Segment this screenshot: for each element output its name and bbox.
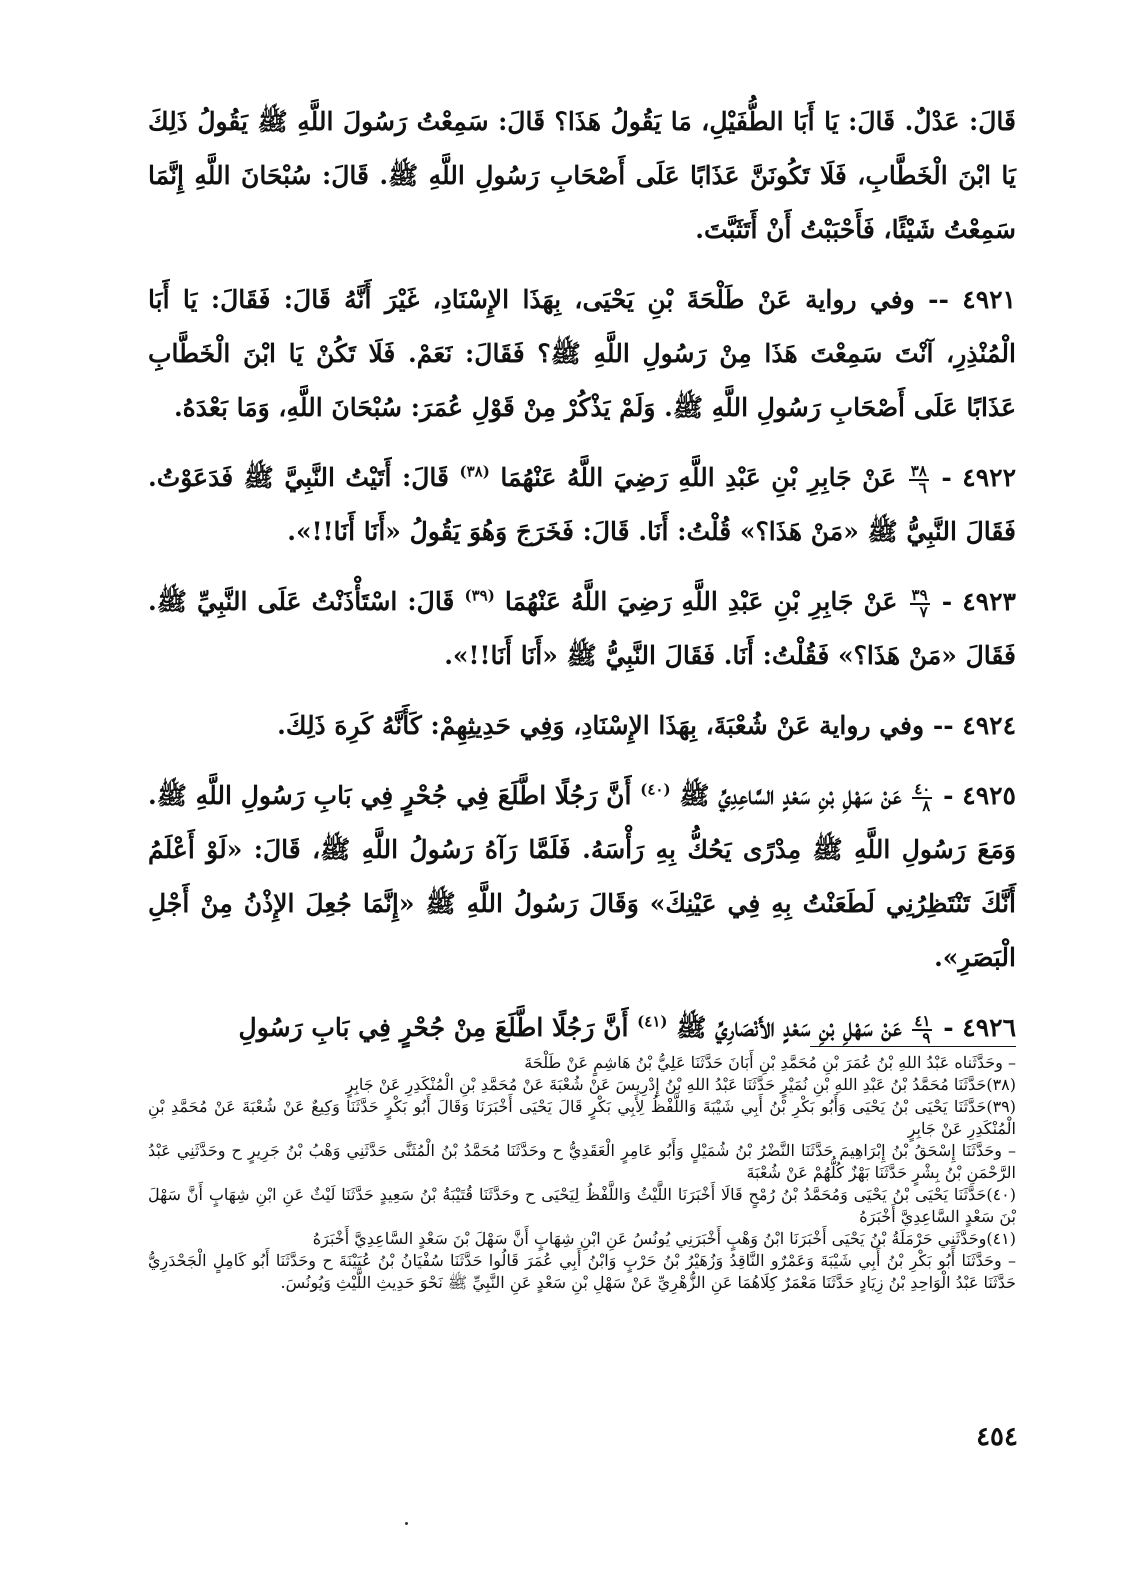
paragraph-text: عَنْ سَهْلِ بْنِ سَعْدٍ الأَنْصَارِيِّ ﷺ [676,1013,902,1042]
fraction-numerator: ٣٨ [910,461,927,480]
hadith-paragraph-4922 [148,451,1016,559]
hadith-paragraph-continuation [148,95,1016,257]
paragraph-text: قَالَ: عَدْلٌ. قَالَ: يَا أَبَا الطُّفَيْلِ، مَا يَقُولُ هَذَا؟ قَالَ: سَمِعْتُ رَسُولَ اللَّهِ ﷺ يَقُولُ ذَلِكَ يَا ابْنَ الْخَطَّابِ، فَلَا تَكُونَنَّ عَذَابًا عَلَى أَصْحَابِ رَسُولِ اللَّهِ ﷺ. قَالَ: سُبْحَانَ اللَّهِ إِنَّمَا سَمِعْتُ شَيْئًا، فَأَحْبَبْتُ أَنْ أَتَثَبَّتَ. [148,107,1016,244]
footnote-38: (٣٨)حَدَّثَنَا مُحَمَّدُ بْنُ عَبْدِ اللهِ بْنِ نُمَيْرٍ حَدَّثَنَا عَبْدُ اللهِ بْنُ إِدْرِيسَ عَنْ شُعْبَةَ عَنْ مُحَمَّدِ بْنِ الْمُنْكَدِرِ عَنْ جَابِرٍ [345,1075,1016,1094]
hadith-fraction [912,779,932,815]
hadith-fraction [910,585,930,621]
paragraph-text-continued: أَنَّ رَجُلًا اطَّلَعَ مِنْ جُحْرٍ فِي بَابِ رَسُولِ [238,1013,629,1042]
paragraph-text-continued: أَنَّ رَجُلًا اطَّلَعَ فِي جُحْرٍ فِي بَابِ رَسُولِ اللَّهِ ﷺ. وَمَعَ رَسُولِ اللَّهِ ﷺ مِدْرًى يَحُكُّ بِهِ رَأْسَهُ. فَلَمَّا رَآهُ رَسُولُ اللَّهِ ﷺ، قَالَ: «لَوْ أَعْلَمُ أَنَّكَ تَنْتَظِرُنِي لَطَعَنْتُ بِهِ فِي عَيْنِكَ» وَقَالَ رَسُولُ اللَّهِ ﷺ «إِنَّمَا جُعِلَ الإِذْنُ مِنْ أَجْلِ الْبَصَرِ». [148,781,1016,972]
paragraph-text-continued: قَالَ: اسْتَأْذَنْتُ عَلَى النَّبِيِّ ﷺ. فَقَالَ «مَنْ هَذَا؟» فَقُلْتُ: أَنَا. فَقَالَ النَّبِيُّ ﷺ «أَنَا أَنَا!!». [148,587,1016,670]
hadith-paragraph-4921 [148,273,1016,435]
hadith-paragraph-4925 [148,769,1016,985]
print-speck [405,1522,408,1525]
hadith-number: ٤٩٢١ -- [928,285,1016,314]
paragraph-text: وفي رواية عَنْ شُعْبَةَ، بِهَذَا الإِسْنَادِ، وَفِي حَدِيثِهِمْ: كَأَنَّهُ كَرِهَ ذَلِكَ. [277,711,925,740]
footnote-reference[interactable]: (٤٠) [640,780,671,799]
fraction-denominator: ٧ [919,602,928,621]
hadith-paragraph-4924 [148,699,1016,753]
hadith-paragraph-4923 [148,575,1016,683]
footnote-reference[interactable]: (٣٩) [464,586,495,605]
footnote-reference[interactable]: (٤١) [637,1012,668,1031]
hadith-number: ٤٩٢٥ - [943,781,1016,810]
footnote-reference[interactable]: (٣٨) [459,462,490,481]
footnote-line: – وحَدَّثَنَا أَبُو بَكْرِ بْنُ أَبِي شَيْبَةَ وَعَمْرٌو النَّاقِدُ وَزُهَيْرُ بْنُ حَرْبٍ وَابْنُ أَبِي عُمَرَ قَالُوا حَدَّثَنَا سُفْيَانُ بْنُ عُيَيْنَةَ ح وحَدَّثَنَا أَبُو كَامِلٍ الْجَحْدَرِيُّ حَدَّثَنَا عَبْدُ الْوَاحِدِ بْنُ زِيَادٍ حَدَّثَنَا مَعْمَرٌ كِلَاهُمَا عَنِ الزُّهْرِيِّ عَنْ سَهْلِ بْنِ سَعْدٍ عَنِ النَّبِيِّ ﷺ نَحْوَ حَدِيثِ اللَّيْثِ وَيُونُسَ. [148,1251,1016,1292]
paragraph-text: وفي رواية عَنْ طَلْحَةَ بْنِ يَحْيَى، بِهَذَا الإِسْنَادِ، غَيْرَ أَنَّهُ قَالَ: فَقَالَ: يَا أَبَا الْمُنْذِرِ، آنْتَ سَمِعْتَ هَذَا مِنْ رَسُولِ اللَّهِ ﷺ؟ فَقَالَ: نَعَمْ. فَلَا تَكُنْ يَا ابْنَ الْخَطَّابِ عَذَابًا عَلَى أَصْحَابِ رَسُولِ اللَّهِ ﷺ. وَلَمْ يَذْكُرْ مِنْ قَوْلِ عُمَرَ: سُبْحَانَ اللَّهِ، وَمَا بَعْدَهُ. [148,285,1016,422]
hadith-fraction [912,1011,932,1047]
hadith-body [148,95,1016,1071]
paragraph-text: عَنْ جَابِرِ بْنِ عَبْدِ اللَّهِ رَضِيَ اللَّهُ عَنْهُمَا [500,463,897,492]
paragraph-text-continued: قَالَ: أَتَيْتُ النَّبِيَّ ﷺ فَدَعَوْتُ. فَقَالَ النَّبِيُّ ﷺ «مَنْ هَذَا؟» قُلْتُ: أَنَا. قَالَ: فَخَرَجَ وَهُوَ يَقُولُ «أَنَا أَنَا!!». [148,463,1016,546]
fraction-denominator: ٦ [918,478,927,497]
hadith-number: ٤٩٢٢ - [941,463,1016,492]
paragraph-text: عَنْ سَهْلِ بْنِ سَعْدٍ السَّاعِدِيِّ ﷺ [679,781,902,810]
fraction-denominator: ٨ [922,796,931,815]
footnote-40: (٤٠)حَدَّثَنَا يَحْيَى بْنُ يَحْيَى وَمُحَمَّدُ بْنُ رُمْحٍ قَالَا أَخْبَرَنَا اللَّيْثُ وَاللَّفْظُ لِيَحْيَى ح وحَدَّثَنَا قُتَيْبَةُ بْنُ سَعِيدٍ حَدَّثَنَا لَيْثٌ عَنِ ابْنِ شِهَابٍ أَنَّ سَهْلَ بْنَ سَعْدٍ السَّاعِدِيَّ أَخْبَرَهُ [148,1185,1016,1226]
footnote-41: (٤١)وحَدَّثَنِي حَرْمَلَةُ بْنُ يَحْيَى أَخْبَرَنَا ابْنُ وَهْبٍ أَخْبَرَنِي يُونُسُ عَنِ ابْنِ شِهَابٍ أَنَّ سَهْلَ بْنَ سَعْدٍ السَّاعِدِيَّ أَخْبَرَهُ [312,1229,1016,1248]
fraction-denominator: ٩ [922,1028,931,1047]
footnote-line: – وحَدَّثَنَا إِسْحَقُ بْنُ إِبْرَاهِيمَ حَدَّثَنَا النَّضْرُ بْنُ شُمَيْلٍ وَأَبُو عَامِرٍ الْعَقَدِيُّ ح وحَدَّثَنَا مُحَمَّدُ بْنُ الْمُثَنَّى حَدَّثَنِي وَهْبُ بْنُ جَرِيرٍ ح وحَدَّثَنِي عَبْدُ الرَّحْمَنِ بْنُ بِشْرٍ حَدَّثَنَا بَهْزٌ كُلُّهُمْ عَنْ شُعْبَةَ [148,1141,1016,1182]
fraction-numerator: ٣٩ [911,585,928,604]
hadith-number: ٤٩٢٤ -- [932,711,1016,740]
hadith-number: ٤٩٢٣ - [941,587,1016,616]
fraction-numerator: ٤١ [914,1011,931,1030]
footnotes [148,1052,1016,1294]
hadith-fraction [909,461,929,497]
paragraph-text: عَنْ جَابِرِ بْنِ عَبْدِ اللَّهِ رَضِيَ اللَّهُ عَنْهُمَا [504,587,898,616]
hadith-number: ٤٩٢٦ - [943,1013,1016,1042]
footnote-line: – وحَدَّثَناه عَبْدُ اللهِ بْنُ عُمَرَ بْنِ مُحَمَّدِ بْنِ أَبَانَ حَدَّثَنَا عَلِيُّ بْنُ هَاشِمٍ عَنْ طَلْحَةَ [524,1053,1016,1072]
page-number: ٤٥٤ [976,1422,1018,1452]
footnote-39: (٣٩)حَدَّثَنَا يَحْيَى بْنُ يَحْيَى وَأَبُو بَكْرِ بْنُ أَبِي شَيْبَةَ وَاللَّفْظُ لِأَبِي بَكْرٍ قَالَ يَحْيَى أَخْبَرَنَا وَقَالَ أَبُو بَكْرٍ حَدَّثَنَا وَكِيعٌ عَنْ شُعْبَةَ عَنْ مُحَمَّدِ بْنِ الْمُنْكَدِرِ عَنْ جَابِرٍ [148,1097,1016,1138]
fraction-numerator: ٤٠ [914,779,931,798]
footnote-divider [810,1046,1016,1047]
